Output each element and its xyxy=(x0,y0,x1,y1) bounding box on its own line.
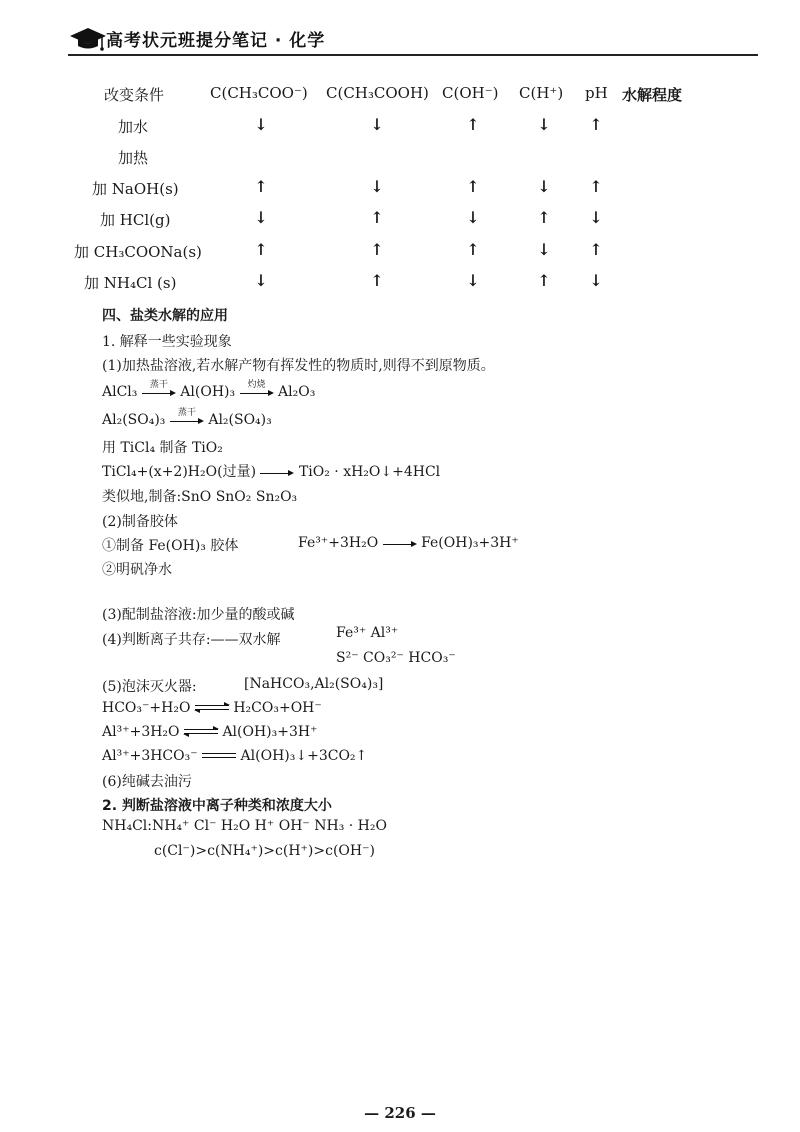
cell-ch3coona-c-ch3cooh: ↑ xyxy=(370,240,384,259)
equation-double-hydrolysis xyxy=(102,748,367,764)
similar-line: 类似地,制备:SnO SnO₂ Sn₂O₃ xyxy=(102,489,298,505)
equation-al2so43 xyxy=(102,408,272,428)
cell-water-c-ch3coo: ↓ xyxy=(254,115,268,134)
eq-alcl3-left: AlCl₃ xyxy=(102,384,138,400)
eq-al-right: Al(OH)₃+3H⁺ xyxy=(222,724,318,740)
alum-line: ②明矾净水 xyxy=(102,562,172,578)
table-header-c-h: C(H⁺) xyxy=(519,84,564,102)
cell-water-ph: ↑ xyxy=(589,115,603,134)
cell-hcl-c-ch3cooh: ↑ xyxy=(370,208,384,227)
row-label-heat: 加热 xyxy=(118,149,149,167)
item-5: (5)泡沫灭火器: xyxy=(102,679,197,695)
table-header-c-ch3cooh: C(CH₃COOH) xyxy=(326,84,429,102)
cell-nh4cl-c-oh: ↓ xyxy=(466,271,480,290)
row-label-nh4cl: 加 NH₄Cl (s) xyxy=(84,274,177,292)
equation-colloid xyxy=(298,535,519,551)
nh4cl-ions-line: NH₄Cl:NH₄⁺ Cl⁻ H₂O H⁺ OH⁻ NH₃ · H₂O xyxy=(102,818,387,834)
eq-ticl4-right: TiO₂ · xH₂O↓+4HCl xyxy=(298,464,441,480)
item-1: (1)加热盐溶液,若水解产物有挥发性的物质时,则得不到原物质。 xyxy=(102,358,495,374)
arrow-ignite xyxy=(240,380,274,399)
concentration-order: c(Cl⁻)>c(NH₄⁺)>c(H⁺)>c(OH⁻) xyxy=(154,843,375,859)
row-label-hcl: 加 HCl(g) xyxy=(100,211,171,229)
cond-ignite: 灼烧 xyxy=(247,380,266,390)
colloid-label: ①制备 Fe(OH)₃ 胶体 xyxy=(102,538,239,554)
cell-nh4cl-ph: ↓ xyxy=(589,271,603,290)
equation-ticl4 xyxy=(102,461,440,481)
subsection-1: 1. 解释一些实验现象 xyxy=(102,334,232,350)
table-header-hydrolysis-degree: 水解程度 xyxy=(622,86,683,104)
ions-row-1: Fe³⁺ Al³⁺ xyxy=(336,625,399,641)
row-label-ch3coona: 加 CH₃COONa(s) xyxy=(74,243,202,261)
cell-naoh-ph: ↑ xyxy=(589,177,603,196)
equals-sign xyxy=(202,752,236,760)
eq-al-left: Al³⁺+3H₂O xyxy=(102,724,180,740)
ions-row-2: S²⁻ CO₃²⁻ HCO₃⁻ xyxy=(336,650,456,666)
cell-nh4cl-c-h: ↑ xyxy=(537,271,551,290)
page-number: — 226 — xyxy=(364,1104,436,1122)
eq-hco3-right: H₂CO₃+OH⁻ xyxy=(233,700,322,716)
header-rule xyxy=(68,54,758,56)
cond-evaporate-2: 蒸干 xyxy=(177,408,196,418)
arrow-ticl4 xyxy=(260,465,294,479)
table-header-c-oh: C(OH⁻) xyxy=(442,84,499,102)
section-title: 四、盐类水解的应用 xyxy=(102,308,228,324)
table-header-condition: 改变条件 xyxy=(104,86,165,104)
cond-evaporate: 蒸干 xyxy=(149,380,168,390)
eq-colloid-left: Fe³⁺+3H₂O xyxy=(298,535,379,551)
cell-naoh-c-ch3coo: ↑ xyxy=(254,177,268,196)
cell-ch3coona-c-ch3coo: ↑ xyxy=(254,240,268,259)
eq-double-left: Al³⁺+3HCO₃⁻ xyxy=(102,748,198,764)
graduation-cap-icon xyxy=(68,24,108,54)
table-header-c-ch3coo: C(CH₃COO⁻) xyxy=(210,84,308,102)
row-label-naoh: 加 NaOH(s) xyxy=(92,180,179,198)
cell-water-c-ch3cooh: ↓ xyxy=(370,115,384,134)
cell-water-c-oh: ↑ xyxy=(466,115,480,134)
item-2: (2)制备胶体 xyxy=(102,514,178,530)
row-label-water: 加水 xyxy=(118,118,149,136)
item-3: (3)配制盐溶液:加少量的酸或碱 xyxy=(102,607,295,623)
equation-hco3 xyxy=(102,700,322,716)
eq-colloid-right: Fe(OH)₃+3H⁺ xyxy=(421,535,519,551)
table-header-ph: pH xyxy=(585,84,608,102)
equation-alcl3 xyxy=(102,380,316,400)
cell-naoh-c-h: ↓ xyxy=(537,177,551,196)
eq-ticl4-left: TiCl₄+(x+2)H₂O(过量) xyxy=(102,464,257,480)
subsection-2: 2. 判断盐溶液中离子种类和浓度大小 xyxy=(102,798,332,814)
cell-hcl-ph: ↓ xyxy=(589,208,603,227)
arrow-colloid xyxy=(383,536,417,550)
eq-al2so43-right: Al₂(SO₄)₃ xyxy=(208,412,272,428)
cell-hcl-c-oh: ↓ xyxy=(466,208,480,227)
eq-al2so43-left: Al₂(SO₄)₃ xyxy=(102,412,166,428)
header-title: 高考状元班提分笔记 · 化学 xyxy=(106,31,326,51)
equation-al-hydrolysis xyxy=(102,724,317,740)
cell-hcl-c-h: ↑ xyxy=(537,208,551,227)
arrow-evaporate xyxy=(142,380,176,399)
eq-hco3-left: HCO₃⁻+H₂O xyxy=(102,700,191,716)
cell-ch3coona-ph: ↑ xyxy=(589,240,603,259)
cell-ch3coona-c-h: ↓ xyxy=(537,240,551,259)
ticl4-title: 用 TiCl₄ 制备 TiO₂ xyxy=(102,440,223,456)
cell-naoh-c-ch3cooh: ↓ xyxy=(370,177,384,196)
eq-alcl3-mid: Al(OH)₃ xyxy=(180,384,236,400)
cell-hcl-c-ch3coo: ↓ xyxy=(254,208,268,227)
item-6: (6)纯碱去油污 xyxy=(102,774,192,790)
cell-ch3coona-c-oh: ↑ xyxy=(466,240,480,259)
page-header xyxy=(68,22,758,58)
item-5-formula: [NaHCO₃,Al₂(SO₄)₃] xyxy=(244,676,384,692)
cell-nh4cl-c-ch3coo: ↓ xyxy=(254,271,268,290)
eq-double-right: Al(OH)₃↓+3CO₂↑ xyxy=(240,748,368,764)
arrow-evaporate-2 xyxy=(170,408,204,427)
reversible-arrow-1 xyxy=(195,704,229,712)
cell-nh4cl-c-ch3cooh: ↑ xyxy=(370,271,384,290)
reversible-arrow-2 xyxy=(184,728,218,736)
eq-alcl3-right: Al₂O₃ xyxy=(278,384,316,400)
item-4: (4)判断离子共存:——双水解 xyxy=(102,632,281,648)
cell-naoh-c-oh: ↑ xyxy=(466,177,480,196)
cell-water-c-h: ↓ xyxy=(537,115,551,134)
